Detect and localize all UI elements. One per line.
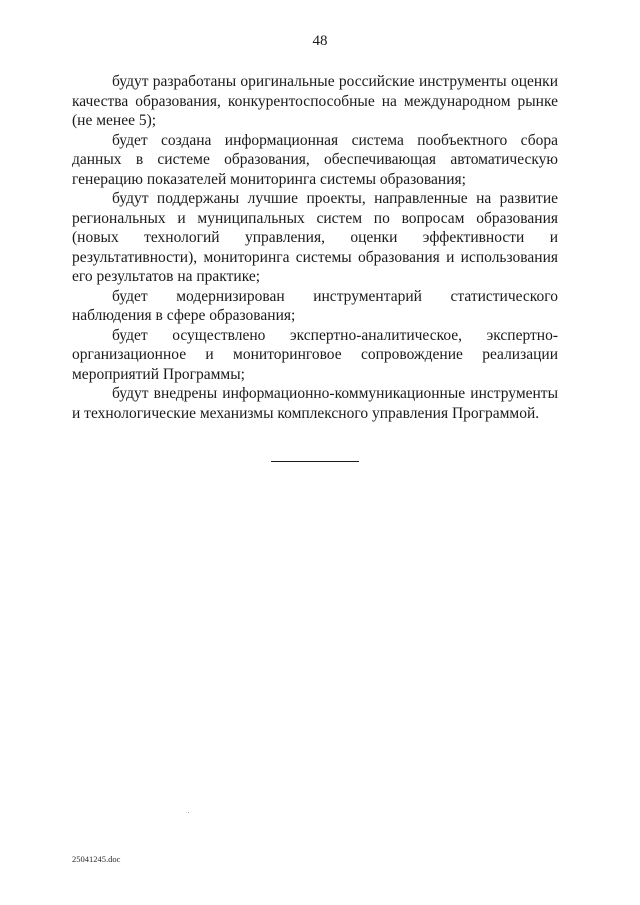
scan-speck: [188, 812, 189, 813]
paragraph-best-projects: будут поддержаны лучшие проекты, направленные на развитие региональных и муниципальных систем по вопросам образования (новых технологий управления, оценки эффективности и результативности), мониторинга системы образования и использования его результатов на практике;: [72, 190, 558, 285]
page-number: 48: [312, 33, 328, 49]
paragraph-expert-support: будет осуществлено экспертно-аналитическое, экспертно-организационное и мониторинговое сопровождение реализации мероприятий Программы;: [72, 326, 558, 383]
paragraph-ict-tools: будут внедрены информационно-коммуникационные инструменты и технологические механизмы комплексного управления Программой.: [72, 385, 558, 422]
paragraph-information-system: будет создана информационная система пообъектного сбора данных в системе образования, обеспечивающая автоматическую генерацию показателей мониторинга системы образования;: [72, 131, 558, 188]
end-separator-line: [271, 461, 359, 462]
document-body: [72, 72, 558, 423]
paragraph-statistical-tools: будет модернизирован инструментарий статистического наблюдения в сфере образования;: [72, 287, 558, 324]
footer-file-name: 25041245.doc: [72, 854, 121, 864]
paragraph-assessment-tools: будут разработаны оригинальные российские инструменты оценки качества образования, конкурентоспособные на международном рынке (не менее 5);: [72, 73, 558, 129]
